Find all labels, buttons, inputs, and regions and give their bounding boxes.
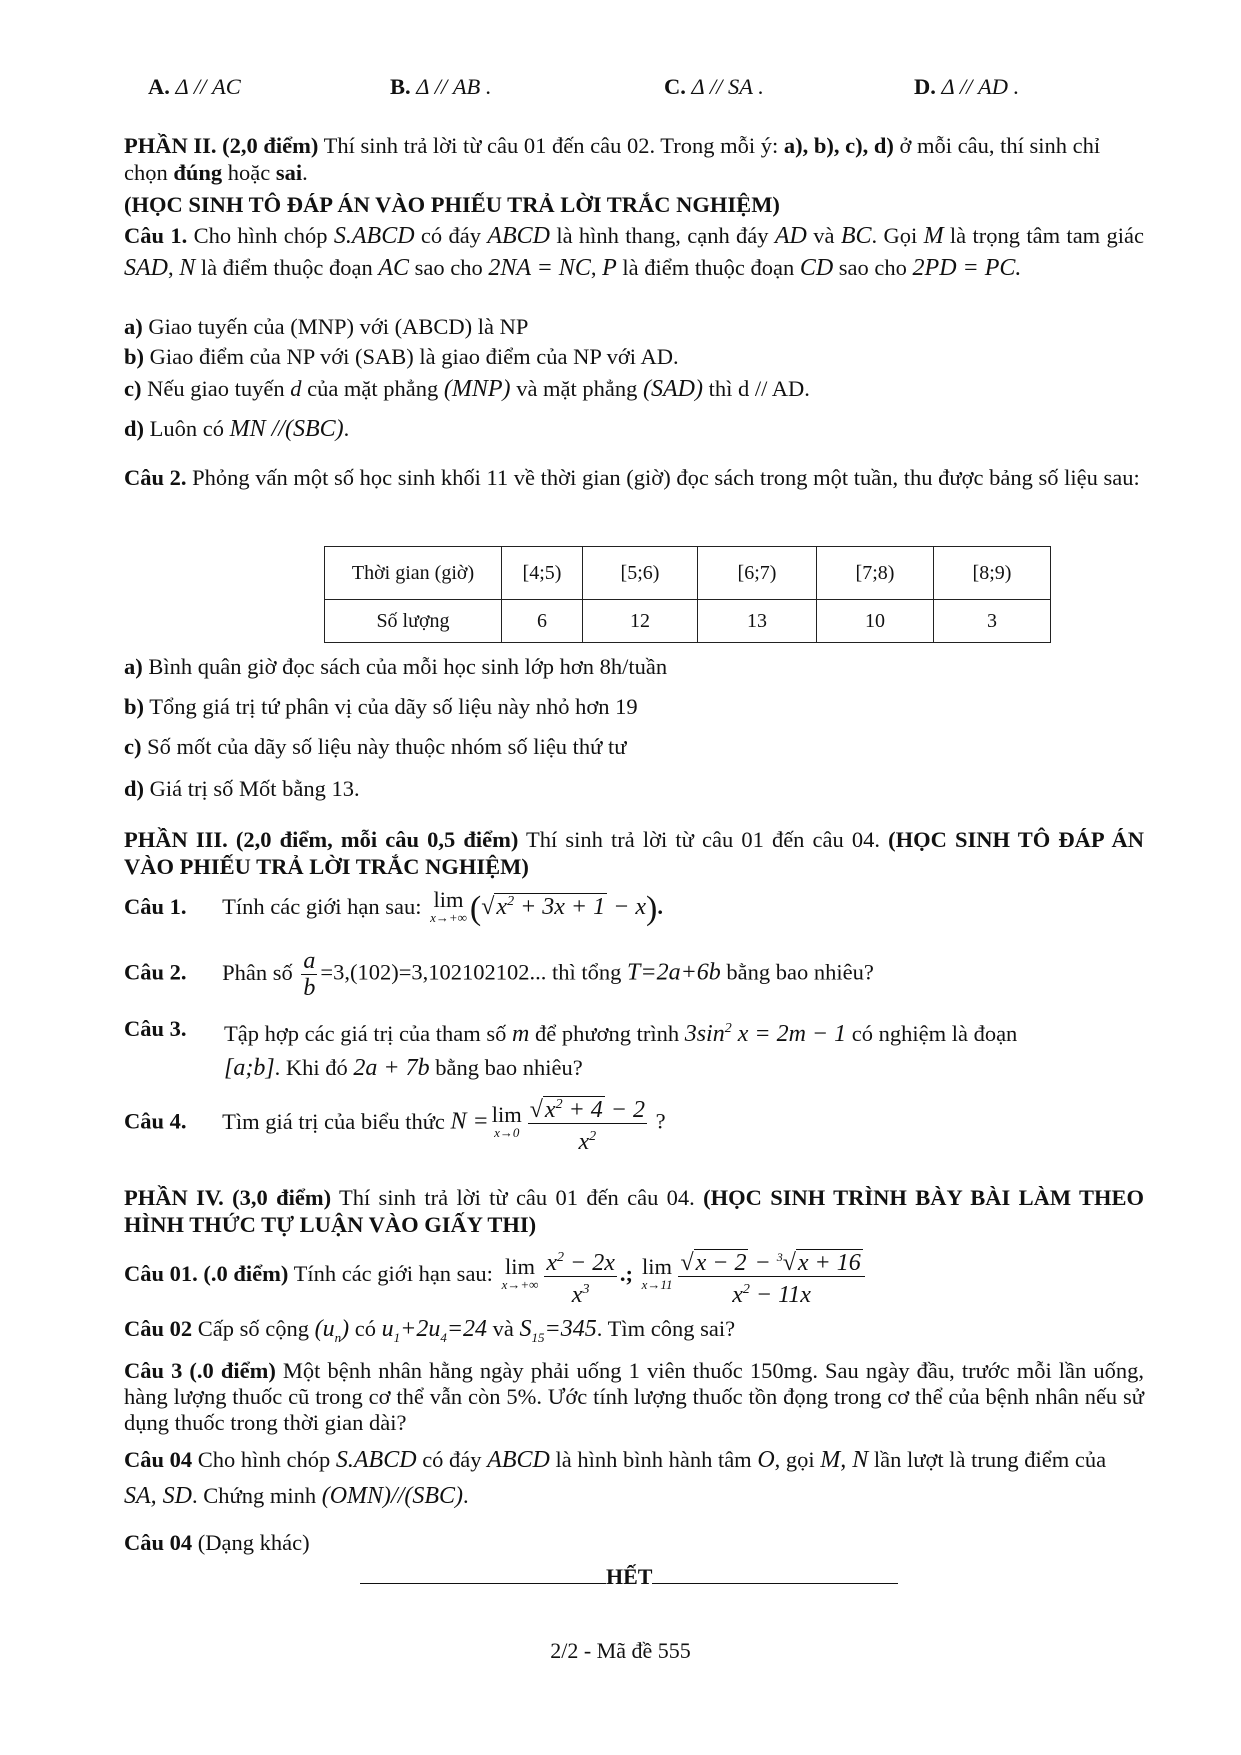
table-cell: 10 bbox=[817, 600, 934, 643]
fraction-limit-1: $\frac{x^2 - 2x}{x^3}$ bbox=[544, 1245, 617, 1308]
table-cell: [5;6) bbox=[583, 547, 698, 600]
part3-q1: Câu 1. Tính các giới hạn sau: lim x→+∞ $(√x^2 + 3x + 1 - x)$. bbox=[124, 887, 663, 927]
part2-q2-b: b) Tổng giá trị tứ phân vị của dãy số liệu này nhỏ hơn 19 bbox=[124, 694, 638, 719]
limit-operator: lim x→+∞ bbox=[430, 887, 467, 925]
limit-operator: lim x→+∞ bbox=[501, 1254, 539, 1292]
part2-q2: Câu 2. Phỏng vấn một số học sinh khối 11 về thời gian (giờ) đọc sách trong một tuần, thu được bảng số liệu sau: bbox=[124, 465, 1140, 490]
end-line-right bbox=[652, 1567, 898, 1584]
option-b: B. Δ // AB . bbox=[390, 74, 492, 99]
part2-q1-b: b) Giao điểm của NP với (SAB) là giao điểm của NP với AD. bbox=[124, 344, 679, 369]
table-cell: 6 bbox=[502, 600, 583, 643]
end-line-left bbox=[360, 1567, 606, 1584]
part2-q1: Câu 1. Cho hình chóp S.ABCD có đáy ABCD là hình thang, cạnh đáy AD và BC. Gọi M là trọng tâm tam giác SAD, N là điểm thuộc đoạn AC sao cho 2NA = NC, P là điểm thuộc đoạn CD sao cho 2PD = PC. bbox=[124, 223, 1144, 281]
limit-operator: lim x→0 bbox=[491, 1101, 522, 1140]
table-cell: 3 bbox=[934, 600, 1051, 643]
part4-q1: Câu 01. (.0 điểm) Tính các giới hạn sau: lim x→+∞ $\frac{x^2 - 2x}{x^3}$ .; lim x→11 $\frac{√x - 2 - ^3√x + 16}{x^2 - 11x}$ bbox=[124, 1244, 868, 1308]
fraction-limit: $\frac{√x^2 + 4 - 2}{x^2}$ bbox=[528, 1092, 647, 1155]
part3-heading: PHẦN III. (2,0 điểm, mỗi câu 0,5 điểm) Thí sinh trả lời từ câu 01 đến câu 04. (HỌC SINH TÔ ĐÁP ÁN VÀO PHIẾU TRẢ LỜI TRẮC NGHIỆM) bbox=[124, 827, 1144, 879]
table-header-count: Số lượng bbox=[325, 600, 502, 643]
page-footer: 2/2 - Mã đề 555 bbox=[550, 1638, 691, 1663]
part2-q2-c: c) Số mốt của dãy số liệu này thuộc nhóm số liệu thứ tư bbox=[124, 734, 627, 759]
part2-q2-d: d) Giá trị số Mốt bằng 13. bbox=[124, 776, 360, 801]
part2-q1-a: a) Giao tuyến của (MNP) với (ABCD) là NP bbox=[124, 314, 529, 339]
table-cell: [6;7) bbox=[698, 547, 817, 600]
option-c: C. Δ // SA . bbox=[664, 74, 764, 99]
part3-q4: Câu 4. Tìm giá trị của biểu thức N = lim x→0 $\frac{√x^2 + 4 - 2}{x^2}$ ? bbox=[124, 1092, 666, 1155]
part4-q3: Câu 3 (.0 điểm) Một bệnh nhân hằng ngày phải uống 1 viên thuốc 150mg. Sau ngày đầu, trước mỗi lần uống, hàng lượng thuốc cũ trong cơ thể vẫn còn 5%. Ước tính lượng thuốc tồn đọng trong cơ thể của bệnh nhân nếu sử dụng thuốc trong thời gian dài? bbox=[124, 1358, 1144, 1435]
table-cell: [7;8) bbox=[817, 547, 934, 600]
part2-heading: PHẦN II. (2,0 điểm) Thí sinh trả lời từ câu 01 đến câu 02. Trong mỗi ý: a), b), c), d) ở mỗi câu, thí sinh chỉ chọn đúng hoặc sai. bbox=[124, 133, 1101, 185]
reading-time-table bbox=[324, 546, 1051, 643]
part2-q1-c: c) Nếu giao tuyến d của mặt phẳng (MNP) và mặt phẳng (SAD) thì d // AD. bbox=[124, 376, 810, 402]
part4-q2: Câu 02 Cấp số cộng $(u_n)$ có $u_1+2u_4=24$ và $S_{15}=345$. Tìm công sai? bbox=[124, 1316, 736, 1345]
part2-q2-a: a) Bình quân giờ đọc sách của mỗi học sinh lớp hơn 8h/tuần bbox=[124, 654, 668, 679]
option-a: A. Δ // AC bbox=[148, 74, 241, 99]
fraction-a-b: $\frac{a}{b}$ bbox=[303, 948, 316, 1001]
limit-operator: lim x→11 bbox=[641, 1254, 673, 1292]
table-header-time: Thời gian (giờ) bbox=[325, 547, 502, 600]
part4-q4: Câu 04 Cho hình chóp S.ABCD có đáy ABCD là hình bình hành tâm O, gọi M, N lần lượt là trung điểm của SA, SD. Chứng minh (OMN)//(SBC). bbox=[124, 1447, 1107, 1509]
table-row-time bbox=[325, 547, 1051, 600]
table-row-count bbox=[325, 600, 1051, 643]
table-cell: 13 bbox=[698, 600, 817, 643]
part4-heading: PHẦN IV. (3,0 điểm) Thí sinh trả lời từ câu 01 đến câu 04. (HỌC SINH TRÌNH BÀY BÀI LÀM THEO HÌNH THỨC TỰ LUẬN VÀO GIẤY THI) bbox=[124, 1185, 1145, 1237]
part2-note: (HỌC SINH TÔ ĐÁP ÁN VÀO PHIẾU TRẢ LỜI TRẮC NGHIỆM) bbox=[124, 192, 780, 217]
end-mark: HẾT bbox=[360, 1564, 898, 1590]
part2-q1-d: d) Luôn có MN //(SBC). bbox=[124, 416, 350, 442]
table-cell: [4;5) bbox=[502, 547, 583, 600]
fraction-limit-2: $\frac{√x - 2 - ^3√x + 16}{x^2 - 11x}$ bbox=[678, 1244, 864, 1308]
part3-q3: Câu 3. Tập hợp các giá trị của tham số m để phương trình $3\sin^2$ x = 2m − 1 có nghiệm là đoạn [a;b]. Khi đó 2a + 7b bằng bao nhiêu? bbox=[124, 1016, 1018, 1081]
part3-q2: Câu 2. Phân số $\frac{a}{b}$ =3,(102)=3,102102102... thì tổng T=2a+6b bằng bao nhiêu? bbox=[124, 948, 874, 1001]
part4-q4-alt: Câu 04 (Dạng khác) bbox=[124, 1530, 310, 1555]
table-cell: 12 bbox=[583, 600, 698, 643]
table-cell: [8;9) bbox=[934, 547, 1051, 600]
option-d: D. Δ // AD . bbox=[914, 74, 1020, 99]
